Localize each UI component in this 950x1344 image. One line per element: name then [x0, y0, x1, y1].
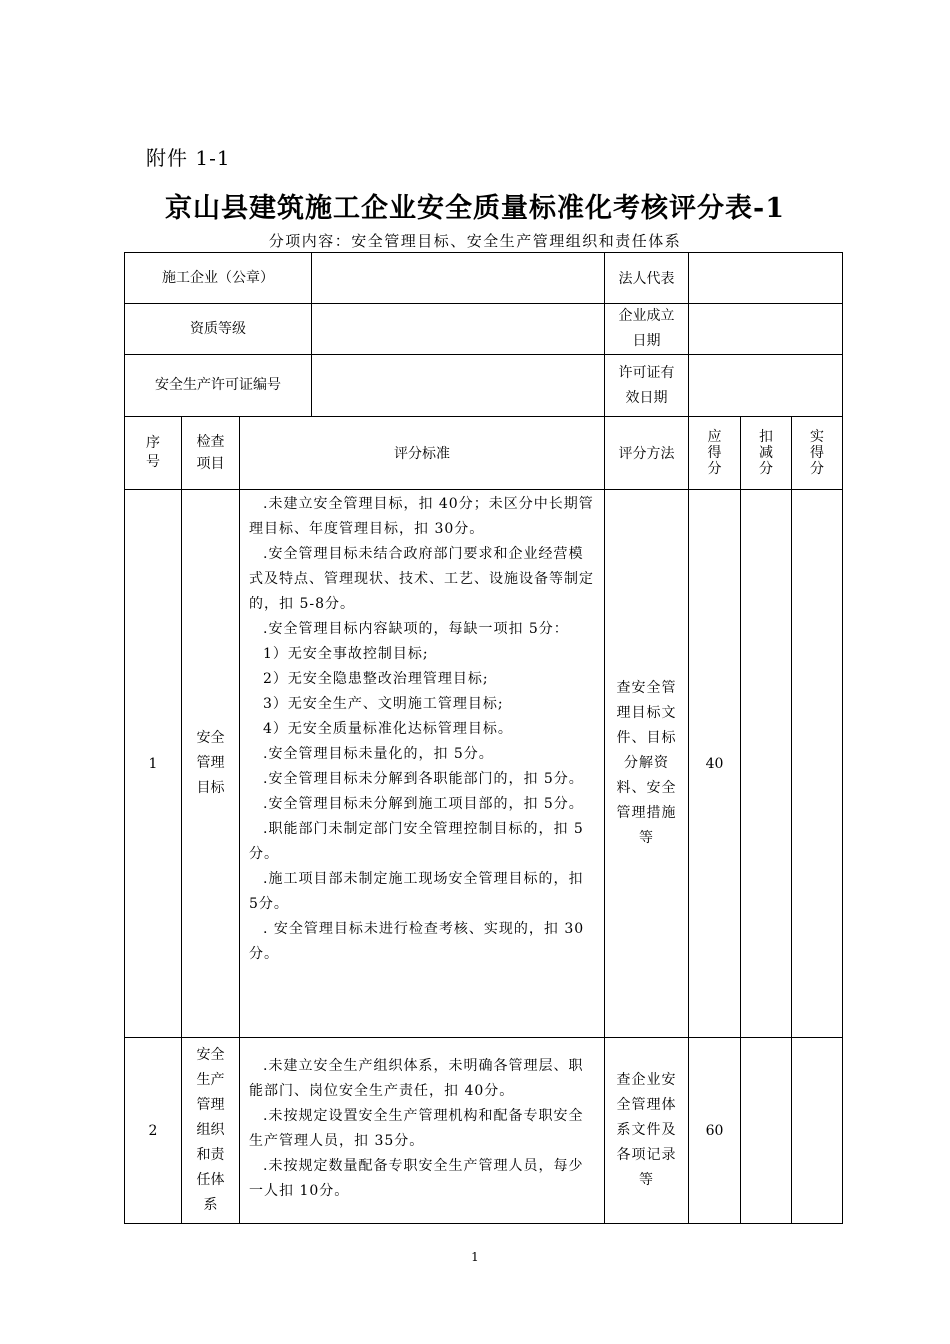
license-valid-value [689, 355, 843, 417]
row-deduct [741, 490, 792, 1038]
row-item: 安全 生产 管理 组织 和责 任体 系 [182, 1038, 240, 1224]
page-title: 京山县建筑施工企业安全质量标准化考核评分表-1 [165, 193, 785, 224]
qualification-label: 资质等级 [125, 304, 312, 354]
row-full-score: 40 [689, 490, 741, 1038]
col-header-full-score: 应 得 分 [689, 417, 741, 490]
page-subtitle: 分项内容：安全管理目标、安全生产管理组织和责任体系 [268, 232, 682, 250]
col-header-deduct: 扣 减 分 [741, 417, 792, 490]
table-row [125, 1038, 843, 1224]
row-seq: 2 [125, 1038, 182, 1224]
founded-date-value [689, 304, 843, 355]
row-item: 安全 管理 目标 [182, 490, 240, 1038]
founded-date-label: 企业成立 日期 [605, 304, 689, 355]
row-criteria: .未建立安全生产组织体系，未明确各管理层、职能部门、岗位安全生产责任，扣 40分。 .未按规定设置安全生产管理机构和配备专职安全生产管理人员，扣 35分。 .未按规定数量配备专职安全生产管理人员，每少一人扣 10分。 [240, 1038, 605, 1224]
row-full-score: 60 [689, 1038, 741, 1224]
license-no-value [312, 355, 604, 416]
col-header-actual: 实 得 分 [792, 417, 843, 490]
qualification-value [312, 304, 604, 354]
col-header-item: 检查 项目 [182, 417, 240, 490]
col-header-criteria: 评分标准 [240, 417, 605, 490]
col-header-seq: 序 号 [125, 417, 182, 490]
info-row-license [125, 355, 843, 417]
info-row-qualification [125, 304, 843, 355]
legal-rep-value [689, 253, 843, 304]
license-valid-label: 许可证有 效日期 [605, 355, 689, 417]
legal-rep-label: 法人代表 [605, 253, 689, 304]
info-row-company [125, 253, 843, 304]
row-seq: 1 [125, 490, 182, 1038]
annex-label: 附件 1-1 [146, 146, 231, 170]
company-value [312, 253, 604, 303]
row-method: 查企业安 全管理体 系文件及 各项记录 等 [605, 1038, 689, 1224]
row-deduct [741, 1038, 792, 1224]
col-header-method: 评分方法 [605, 417, 689, 490]
row-actual [792, 490, 843, 1038]
table-header-row [125, 417, 843, 490]
table-row [125, 490, 843, 1038]
scoring-table [124, 252, 843, 1224]
license-no-label: 安全生产许可证编号 [125, 355, 312, 416]
row-actual [792, 1038, 843, 1224]
company-label: 施工企业（公章） [125, 253, 312, 303]
row-method: 查安全管 理目标文 件、目标 分解资 料、安全 管理措施 等 [605, 490, 689, 1038]
row-criteria: .未建立安全管理目标，扣 40分；未区分中长期管理目标、年度管理目标，扣 30分。 .安全管理目标未结合政府部门要求和企业经营模式及特点、管理现状、技术、工艺、设施设备等制定的，扣 5-8分。 .安全管理目标内容缺项的，每缺一项扣 5分： 1）无安全事故控制目标; 2）无安全隐患整改治理管理目标; 3）无安全生产、文明施工管理目标; 4）无安全质量标准化达标管理目标。 .安全管理目标未量化的，扣 5分。 .安全管理目标未分解到各职能部门的，扣 5分。 .安全管理目标未分解到施工项目部的，扣 5分。 .职能部门未制定部门安全管理控制目标的，扣 5分。 .施工项目部未制定施工现场安全管理目标的，扣 5分。 . 安全管理目标未进行检查考核、实现的，扣 30分。 [240, 490, 605, 1038]
page-number: 1 [471, 1250, 479, 1264]
